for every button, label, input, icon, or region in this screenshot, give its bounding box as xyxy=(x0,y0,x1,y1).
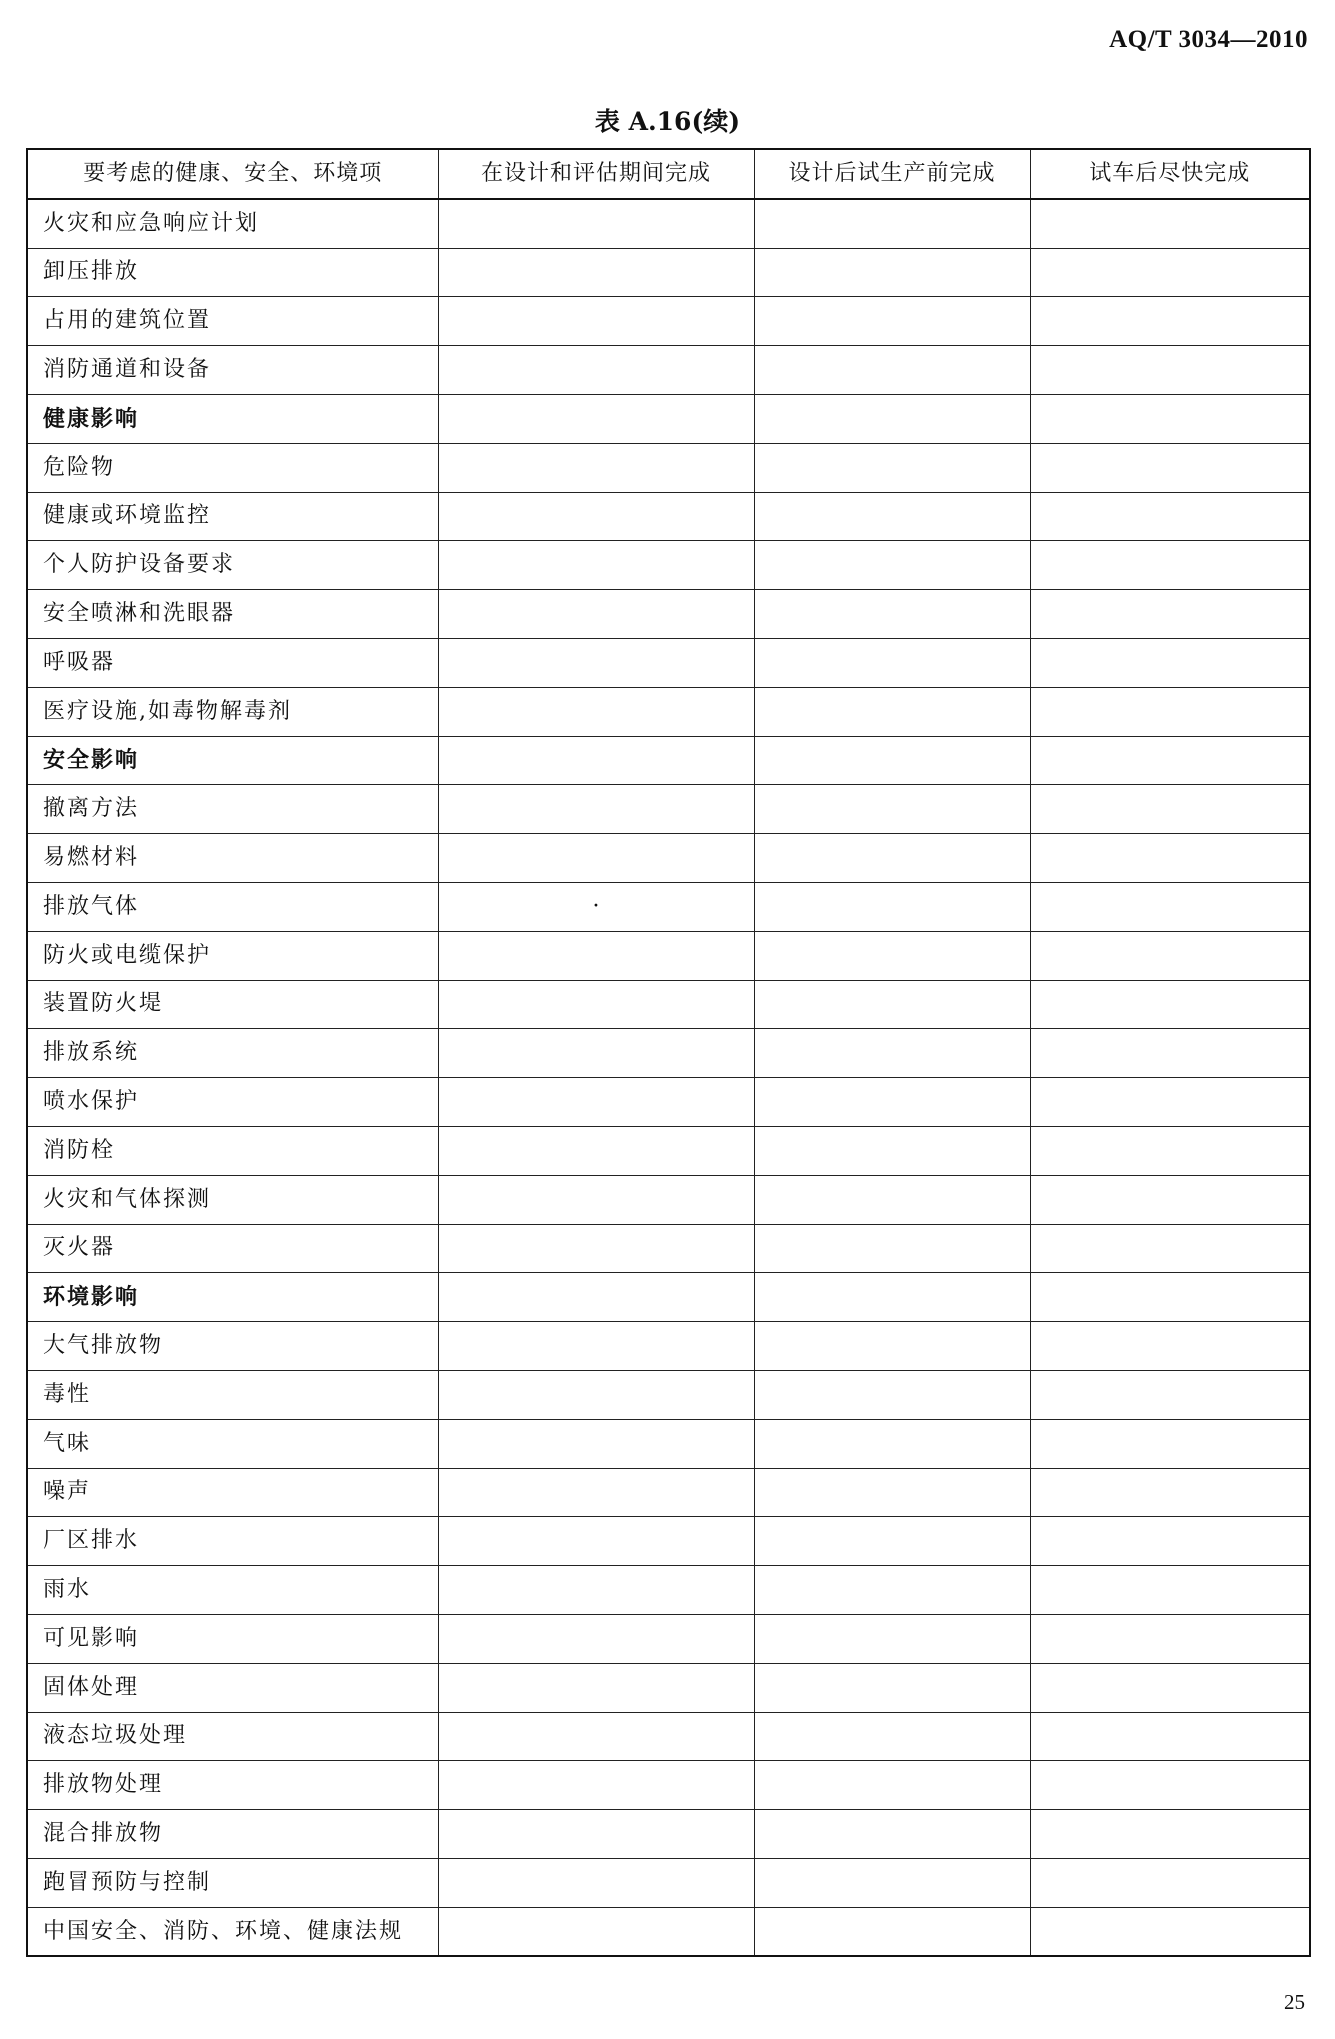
pre-trial-production-cell xyxy=(754,1858,1030,1907)
table-row xyxy=(27,834,1310,883)
table-row xyxy=(27,1810,1310,1859)
post-commissioning-cell xyxy=(1030,1419,1310,1468)
checklist-table xyxy=(26,148,1311,1957)
item-label: 排放气体 xyxy=(27,882,438,931)
post-commissioning-cell xyxy=(1030,297,1310,346)
item-label: 健康或环境监控 xyxy=(27,492,438,541)
pre-trial-production-cell xyxy=(754,1029,1030,1078)
pre-trial-production-cell xyxy=(754,1566,1030,1615)
design-evaluation-cell xyxy=(438,1614,754,1663)
pre-trial-production-cell xyxy=(754,1468,1030,1517)
pre-trial-production-cell xyxy=(754,1419,1030,1468)
section-label: 健康影响 xyxy=(27,394,438,443)
post-commissioning-cell xyxy=(1030,882,1310,931)
section-header-row xyxy=(27,736,1310,785)
pre-trial-production-cell xyxy=(754,1663,1030,1712)
post-commissioning-cell xyxy=(1030,931,1310,980)
design-evaluation-cell xyxy=(438,1517,754,1566)
column-header-design-evaluation: 在设计和评估期间完成 xyxy=(438,149,754,199)
design-evaluation-cell xyxy=(438,931,754,980)
design-evaluation-cell xyxy=(438,1175,754,1224)
post-commissioning-cell xyxy=(1030,1663,1310,1712)
pre-trial-production-cell xyxy=(754,394,1030,443)
item-label: 混合排放物 xyxy=(27,1810,438,1859)
pre-trial-production-cell xyxy=(754,785,1030,834)
table-row xyxy=(27,199,1310,248)
pre-trial-production-cell xyxy=(754,1175,1030,1224)
item-label: 消防栓 xyxy=(27,1126,438,1175)
pre-trial-production-cell xyxy=(754,1761,1030,1810)
table-body xyxy=(27,199,1310,1957)
item-label: 呼吸器 xyxy=(27,638,438,687)
item-label: 防火或电缆保护 xyxy=(27,931,438,980)
design-evaluation-cell xyxy=(438,736,754,785)
item-label: 气味 xyxy=(27,1419,438,1468)
design-evaluation-cell xyxy=(438,1224,754,1273)
table-row xyxy=(27,590,1310,639)
pre-trial-production-cell xyxy=(754,736,1030,785)
item-label: 可见影响 xyxy=(27,1614,438,1663)
table-row xyxy=(27,1858,1310,1907)
design-evaluation-cell xyxy=(438,394,754,443)
table-row xyxy=(27,346,1310,395)
item-label: 装置防火堤 xyxy=(27,980,438,1029)
item-label: 占用的建筑位置 xyxy=(27,297,438,346)
post-commissioning-cell xyxy=(1030,834,1310,883)
design-evaluation-cell xyxy=(438,1810,754,1859)
table-row xyxy=(27,1126,1310,1175)
post-commissioning-cell xyxy=(1030,541,1310,590)
design-evaluation-cell xyxy=(438,1712,754,1761)
design-evaluation-cell xyxy=(438,1468,754,1517)
pre-trial-production-cell xyxy=(754,590,1030,639)
item-label: 消防通道和设备 xyxy=(27,346,438,395)
section-label: 环境影响 xyxy=(27,1273,438,1322)
section-header-row xyxy=(27,394,1310,443)
item-label: 噪声 xyxy=(27,1468,438,1517)
item-label: 液态垃圾处理 xyxy=(27,1712,438,1761)
table-row xyxy=(27,1029,1310,1078)
design-evaluation-cell xyxy=(438,1761,754,1810)
design-evaluation-cell xyxy=(438,785,754,834)
design-evaluation-cell xyxy=(438,1663,754,1712)
pre-trial-production-cell xyxy=(754,1614,1030,1663)
design-evaluation-cell xyxy=(438,1907,754,1956)
section-header-row xyxy=(27,1273,1310,1322)
column-header-post-commissioning: 试车后尽快完成 xyxy=(1030,149,1310,199)
post-commissioning-cell xyxy=(1030,687,1310,736)
pre-trial-production-cell xyxy=(754,1517,1030,1566)
table-row xyxy=(27,248,1310,297)
table-row xyxy=(27,1468,1310,1517)
table-row xyxy=(27,1370,1310,1419)
design-evaluation-cell xyxy=(438,1273,754,1322)
table-row xyxy=(27,1614,1310,1663)
item-label: 安全喷淋和洗眼器 xyxy=(27,590,438,639)
pre-trial-production-cell xyxy=(754,1370,1030,1419)
table-row xyxy=(27,1566,1310,1615)
table-title: 表 A.16(续) xyxy=(594,107,741,136)
design-evaluation-cell xyxy=(438,1566,754,1615)
post-commissioning-cell xyxy=(1030,1029,1310,1078)
design-evaluation-cell xyxy=(438,199,754,248)
table-row xyxy=(27,297,1310,346)
table-row xyxy=(27,638,1310,687)
pre-trial-production-cell xyxy=(754,1224,1030,1273)
post-commissioning-cell xyxy=(1030,1370,1310,1419)
table-row xyxy=(27,980,1310,1029)
design-evaluation-cell xyxy=(438,1029,754,1078)
item-label: 撤离方法 xyxy=(27,785,438,834)
item-label: 跑冒预防与控制 xyxy=(27,1858,438,1907)
item-label: 雨水 xyxy=(27,1566,438,1615)
design-evaluation-cell xyxy=(438,346,754,395)
pre-trial-production-cell xyxy=(754,1712,1030,1761)
post-commissioning-cell xyxy=(1030,736,1310,785)
post-commissioning-cell xyxy=(1030,1175,1310,1224)
pre-trial-production-cell xyxy=(754,492,1030,541)
item-label: 危险物 xyxy=(27,443,438,492)
design-evaluation-cell xyxy=(438,1078,754,1127)
section-label: 安全影响 xyxy=(27,736,438,785)
post-commissioning-cell xyxy=(1030,1517,1310,1566)
table-row xyxy=(27,1517,1310,1566)
post-commissioning-cell xyxy=(1030,1761,1310,1810)
item-label: 中国安全、消防、环境、健康法规 xyxy=(27,1907,438,1956)
table-row xyxy=(27,931,1310,980)
post-commissioning-cell xyxy=(1030,1273,1310,1322)
standard-code: AQ/T 3034—2010 xyxy=(1109,26,1308,53)
item-label: 医疗设施,如毒物解毒剂 xyxy=(27,687,438,736)
design-evaluation-cell xyxy=(438,541,754,590)
post-commissioning-cell xyxy=(1030,638,1310,687)
pre-trial-production-cell xyxy=(754,1126,1030,1175)
column-header-item: 要考虑的健康、安全、环境项 xyxy=(27,149,438,199)
item-label: 厂区排水 xyxy=(27,1517,438,1566)
table-row xyxy=(27,882,1310,931)
table-row xyxy=(27,492,1310,541)
design-evaluation-cell xyxy=(438,1322,754,1371)
table-row xyxy=(27,1761,1310,1810)
design-evaluation-cell xyxy=(438,638,754,687)
post-commissioning-cell xyxy=(1030,590,1310,639)
pre-trial-production-cell xyxy=(754,297,1030,346)
item-label: 卸压排放 xyxy=(27,248,438,297)
pre-trial-production-cell xyxy=(754,443,1030,492)
design-evaluation-cell xyxy=(438,980,754,1029)
table-row xyxy=(27,1224,1310,1273)
post-commissioning-cell xyxy=(1030,1858,1310,1907)
pre-trial-production-cell xyxy=(754,1273,1030,1322)
item-label: 固体处理 xyxy=(27,1663,438,1712)
table-row xyxy=(27,785,1310,834)
item-label: 排放系统 xyxy=(27,1029,438,1078)
post-commissioning-cell xyxy=(1030,248,1310,297)
pre-trial-production-cell xyxy=(754,199,1030,248)
pre-trial-production-cell xyxy=(754,882,1030,931)
post-commissioning-cell xyxy=(1030,1614,1310,1663)
item-label: 喷水保护 xyxy=(27,1078,438,1127)
pre-trial-production-cell xyxy=(754,1322,1030,1371)
post-commissioning-cell xyxy=(1030,443,1310,492)
pre-trial-production-cell xyxy=(754,1907,1030,1956)
post-commissioning-cell xyxy=(1030,1224,1310,1273)
post-commissioning-cell xyxy=(1030,980,1310,1029)
item-label: 火灾和气体探测 xyxy=(27,1175,438,1224)
table-row xyxy=(27,1712,1310,1761)
column-header-pre-trial-production: 设计后试生产前完成 xyxy=(754,149,1030,199)
design-evaluation-cell xyxy=(438,443,754,492)
design-evaluation-cell xyxy=(438,492,754,541)
post-commissioning-cell xyxy=(1030,492,1310,541)
table-row xyxy=(27,1322,1310,1371)
design-evaluation-cell xyxy=(438,687,754,736)
post-commissioning-cell xyxy=(1030,1810,1310,1859)
post-commissioning-cell xyxy=(1030,1126,1310,1175)
post-commissioning-cell xyxy=(1030,1322,1310,1371)
design-evaluation-cell xyxy=(438,1419,754,1468)
design-evaluation-cell xyxy=(438,590,754,639)
design-evaluation-cell xyxy=(438,834,754,883)
design-evaluation-cell xyxy=(438,297,754,346)
design-evaluation-cell xyxy=(438,1126,754,1175)
table-row xyxy=(27,1419,1310,1468)
design-evaluation-cell xyxy=(438,1858,754,1907)
pre-trial-production-cell xyxy=(754,248,1030,297)
design-evaluation-cell xyxy=(438,248,754,297)
page-number: 25 xyxy=(1284,1990,1305,2014)
item-label: 大气排放物 xyxy=(27,1322,438,1371)
table-row xyxy=(27,1663,1310,1712)
item-label: 毒性 xyxy=(27,1370,438,1419)
pre-trial-production-cell xyxy=(754,638,1030,687)
pre-trial-production-cell xyxy=(754,931,1030,980)
post-commissioning-cell xyxy=(1030,1078,1310,1127)
table-row xyxy=(27,687,1310,736)
pre-trial-production-cell xyxy=(754,346,1030,395)
post-commissioning-cell xyxy=(1030,394,1310,443)
item-label: 易燃材料 xyxy=(27,834,438,883)
pre-trial-production-cell xyxy=(754,687,1030,736)
post-commissioning-cell xyxy=(1030,1468,1310,1517)
table-row xyxy=(27,443,1310,492)
pre-trial-production-cell xyxy=(754,1078,1030,1127)
pre-trial-production-cell xyxy=(754,1810,1030,1859)
table-row xyxy=(27,1907,1310,1956)
pre-trial-production-cell xyxy=(754,834,1030,883)
table-row xyxy=(27,541,1310,590)
post-commissioning-cell xyxy=(1030,1712,1310,1761)
table-header-row xyxy=(27,149,1310,199)
post-commissioning-cell xyxy=(1030,346,1310,395)
pre-trial-production-cell xyxy=(754,980,1030,1029)
design-evaluation-cell: · xyxy=(438,882,754,931)
post-commissioning-cell xyxy=(1030,199,1310,248)
table-row xyxy=(27,1175,1310,1224)
post-commissioning-cell xyxy=(1030,1566,1310,1615)
item-label: 火灾和应急响应计划 xyxy=(27,199,438,248)
pre-trial-production-cell xyxy=(754,541,1030,590)
post-commissioning-cell xyxy=(1030,785,1310,834)
post-commissioning-cell xyxy=(1030,1907,1310,1956)
item-label: 灭火器 xyxy=(27,1224,438,1273)
item-label: 排放物处理 xyxy=(27,1761,438,1810)
item-label: 个人防护设备要求 xyxy=(27,541,438,590)
design-evaluation-cell xyxy=(438,1370,754,1419)
table-row xyxy=(27,1078,1310,1127)
